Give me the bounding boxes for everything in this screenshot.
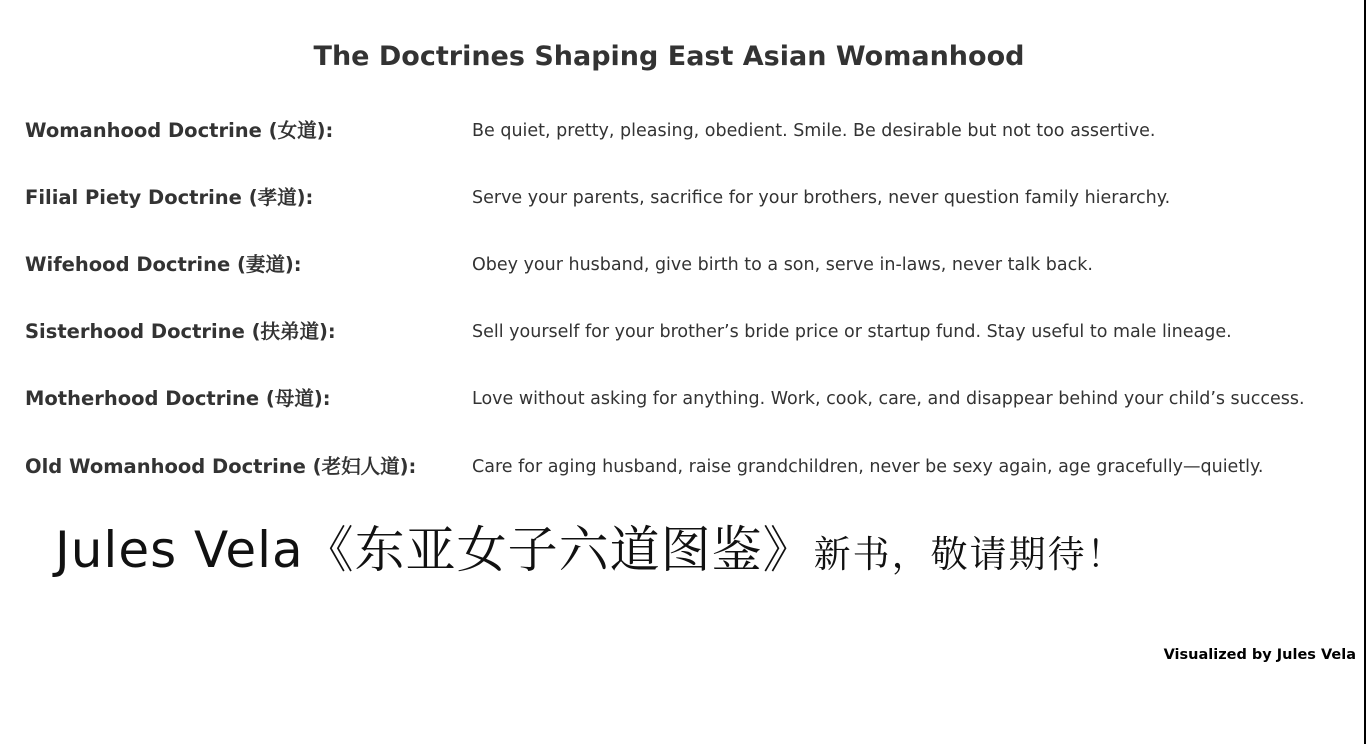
doctrine-row-wifehood: [0, 250, 1366, 280]
doctrine-description: Be quiet, pretty, pleasing, obedient. Smile. Be desirable but not too assertive.: [472, 121, 1156, 141]
doctrine-description: Serve your parents, sacrifice for your brothers, never question family hierarchy.: [472, 188, 1171, 208]
doctrine-description: Sell yourself for your brother’s bride price or startup fund. Stay useful to male lineage.: [472, 322, 1232, 342]
doctrine-row-motherhood: [0, 384, 1366, 414]
doctrine-label: Sisterhood Doctrine (扶弟道):: [25, 320, 336, 343]
doctrine-description: Obey your husband, give birth to a son, serve in-laws, never talk back.: [472, 255, 1093, 275]
book-announcement-banner: [55, 516, 1126, 596]
doctrine-label: Motherhood Doctrine (母道):: [25, 387, 331, 410]
banner-main-text: Jules Vela《东亚女子六道图鉴》: [55, 521, 814, 579]
doctrine-label: Old Womanhood Doctrine (老妇人道):: [25, 455, 417, 478]
doctrine-label: Wifehood Doctrine (妻道):: [25, 253, 302, 276]
doctrine-description: Love without asking for anything. Work, cook, care, and disappear behind your child’s success.: [472, 389, 1305, 409]
banner-tail-text: 新书，敬请期待！: [813, 533, 1126, 576]
doctrine-description: Care for aging husband, raise grandchildren, never be sexy again, age gracefully—quietly.: [472, 457, 1264, 477]
doctrine-row-filial-piety: [0, 183, 1366, 213]
doctrine-row-womanhood: [0, 116, 1366, 146]
doctrine-row-sisterhood: [0, 317, 1366, 347]
doctrine-row-old-womanhood: [0, 452, 1366, 482]
page-title: The Doctrines Shaping East Asian Womanhood: [313, 41, 1025, 72]
doctrine-label: Womanhood Doctrine (女道):: [25, 119, 334, 142]
doctrine-label: Filial Piety Doctrine (孝道):: [25, 186, 314, 209]
credit-text: Visualized by Jules Vela: [1163, 647, 1356, 663]
